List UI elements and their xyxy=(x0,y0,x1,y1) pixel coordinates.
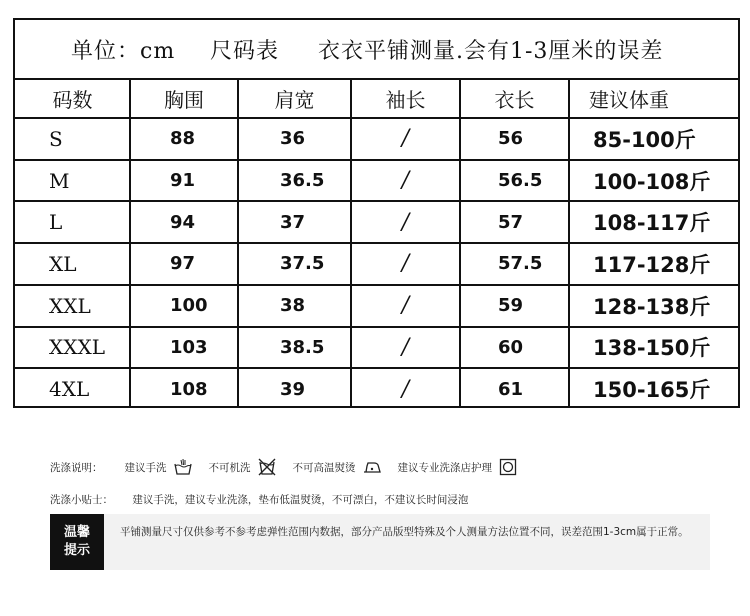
table-row xyxy=(15,201,738,243)
cell-sleeve: / xyxy=(401,168,410,194)
notice-badge xyxy=(50,514,104,570)
cell-sleeve: / xyxy=(401,293,410,319)
cell-sleeve: / xyxy=(401,376,410,402)
care-item-label: 建议专业洗涤店护理 xyxy=(397,461,492,474)
cell-weight: 85-100斤 xyxy=(593,127,696,152)
cell-chest: 100 xyxy=(170,295,208,317)
table-row xyxy=(15,243,738,285)
care-label: 洗涤说明： xyxy=(50,461,103,474)
cell-sleeve: / xyxy=(401,126,410,152)
size-grid xyxy=(15,78,738,406)
cell-length: 57 xyxy=(498,211,524,233)
column-header: 胸围 xyxy=(164,87,204,112)
cell-chest: 103 xyxy=(170,336,208,358)
tips-text: 建议手洗，建议专业洗涤，垫布低温熨烫，不可漂白，不建议长时间浸泡 xyxy=(132,494,469,506)
cell-size: L xyxy=(49,210,63,235)
cell-size: XXXL xyxy=(49,335,105,360)
cell-length: 57.5 xyxy=(498,253,543,275)
cell-chest: 97 xyxy=(170,253,196,275)
column-header: 肩宽 xyxy=(274,87,315,112)
column-header: 袖长 xyxy=(385,87,426,112)
cell-size: XL xyxy=(49,251,77,276)
care-item-label: 建议手洗 xyxy=(124,461,167,474)
care-item-low-iron xyxy=(293,458,382,476)
cell-sleeve: / xyxy=(401,334,410,360)
table-row xyxy=(15,327,738,369)
notice-box xyxy=(50,514,710,570)
cell-chest: 88 xyxy=(170,128,196,150)
cell-length: 59 xyxy=(498,295,524,317)
cell-length: 61 xyxy=(498,378,524,400)
no-machine-wash-icon xyxy=(257,458,277,476)
table-row xyxy=(15,160,738,202)
cell-weight: 117-128斤 xyxy=(593,252,711,277)
cell-size: 4XL xyxy=(49,377,90,402)
tips-label: 洗涤小贴士： xyxy=(50,494,113,506)
cell-size: S xyxy=(49,126,63,151)
cell-shoulder: 38.5 xyxy=(280,336,325,358)
cell-sleeve: / xyxy=(401,209,410,235)
table-row xyxy=(15,118,738,160)
care-icons-row xyxy=(50,458,534,476)
care-item-hand-wash xyxy=(125,458,193,476)
cell-length: 56 xyxy=(498,128,524,150)
chart-name: 尺码表 xyxy=(210,39,280,64)
care-item-no-machine-wash xyxy=(209,458,277,476)
cell-length: 60 xyxy=(498,336,524,358)
care-tips xyxy=(50,492,468,507)
table-row xyxy=(15,368,738,410)
measure-note: 衣衣平铺测量.会有1-3厘米的误差 xyxy=(318,39,664,64)
notice-text: 平铺测量尺寸仅供参考不参考虑弹性范围内数据，部分产品版型特殊及个人测量方法位置不同，误差范围1-3cm属于正常。 xyxy=(120,526,689,538)
table-header-row xyxy=(15,78,738,118)
care-item-label: 不可高温熨烫 xyxy=(292,461,356,474)
cell-shoulder: 37 xyxy=(280,211,306,233)
hand-wash-icon xyxy=(173,458,193,476)
column-header: 建议体重 xyxy=(589,87,669,112)
cell-weight: 108-117斤 xyxy=(593,211,711,236)
care-item-dry-clean xyxy=(398,458,519,476)
cell-chest: 94 xyxy=(170,211,196,233)
notice-badge-label: 温馨提示 xyxy=(63,525,90,558)
size-chart-title xyxy=(15,20,738,80)
cell-shoulder: 39 xyxy=(280,378,306,400)
cell-weight: 128-138斤 xyxy=(593,294,711,319)
size-chart-table xyxy=(13,18,740,408)
cell-chest: 91 xyxy=(170,170,196,192)
cell-weight: 100-108斤 xyxy=(593,169,711,194)
cell-length: 56.5 xyxy=(498,170,543,192)
column-header: 衣长 xyxy=(494,87,535,112)
cell-chest: 108 xyxy=(170,378,208,400)
low-iron-icon xyxy=(362,458,382,476)
cell-shoulder: 38 xyxy=(280,295,306,317)
cell-size: XXL xyxy=(49,293,91,318)
cell-weight: 150-165斤 xyxy=(593,378,711,403)
table-row xyxy=(15,285,738,327)
dry-clean-icon xyxy=(498,458,518,476)
unit-label: 单位：cm xyxy=(71,39,176,64)
cell-size: M xyxy=(49,168,70,193)
column-header: 码数 xyxy=(52,87,93,112)
cell-shoulder: 37.5 xyxy=(280,253,325,275)
cell-weight: 138-150斤 xyxy=(593,336,711,361)
cell-shoulder: 36 xyxy=(280,128,306,150)
cell-shoulder: 36.5 xyxy=(280,170,325,192)
care-item-label: 不可机洗 xyxy=(208,461,251,474)
cell-sleeve: / xyxy=(401,251,410,277)
